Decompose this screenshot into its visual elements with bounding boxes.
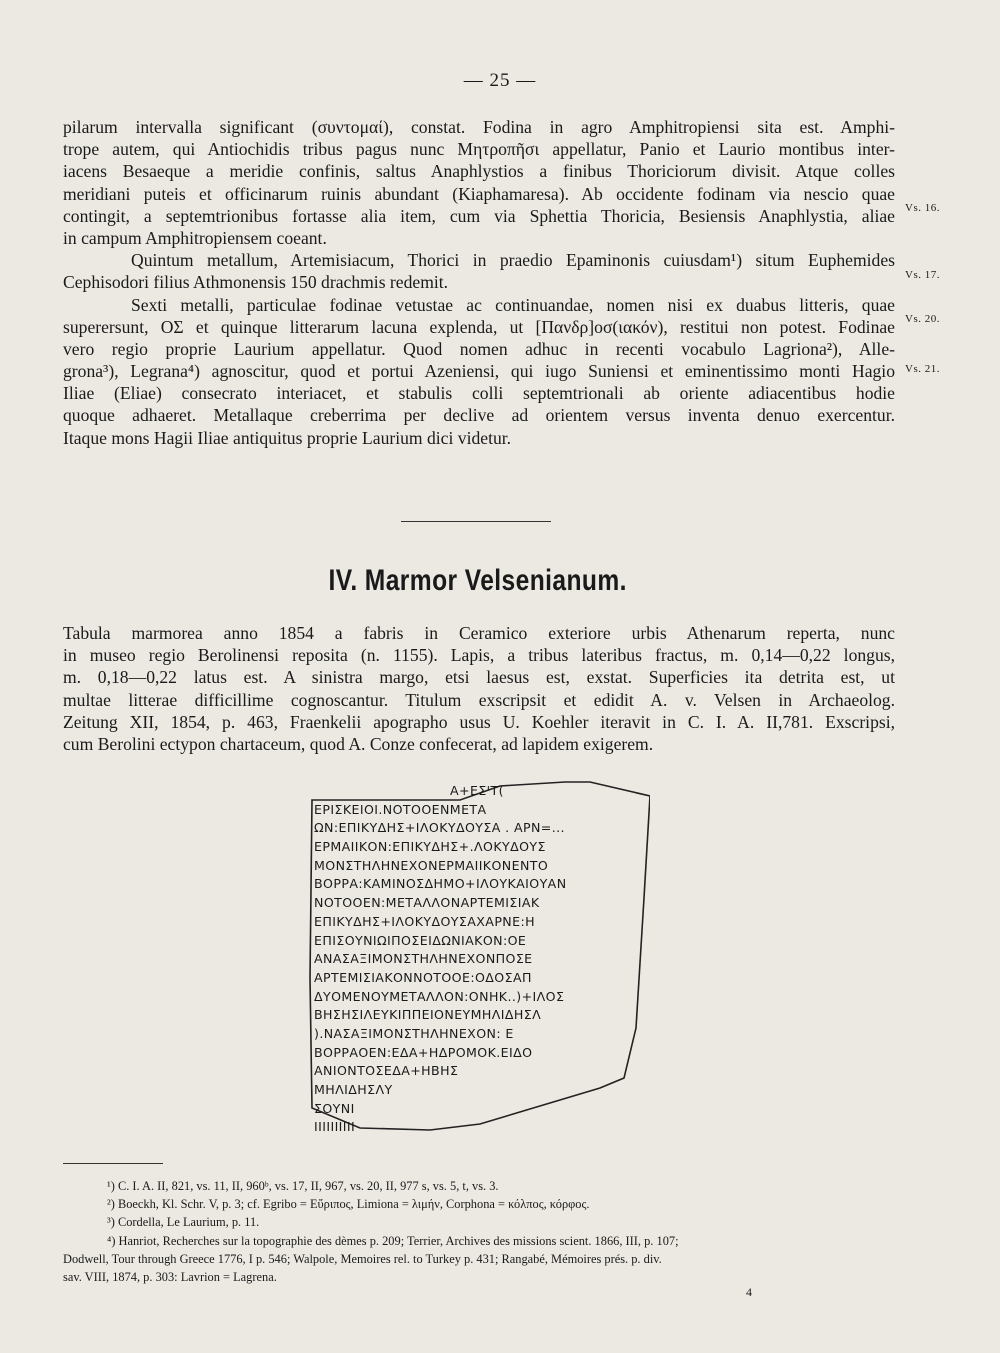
text-line: contingit, a septemtrionibus fortasse alia item, cum via Sphettia Thoricia, Besiensis Anaphlystia, aliae (63, 205, 895, 226)
inscription-line: ΝΟΤΟΟΕΝ:ΜΕΤΑΛΛΟΝΑΡΤΕΜΙΣΙΑΚ (314, 895, 540, 911)
text-line: in museo regio Berolinensi reposita (n. 1155). Lapis, a tribus lateribus fractus, m. 0,14—0,22 longus, (63, 645, 895, 666)
footnote: ⁴) Hanriot, Recherches sur la topographie des dèmes p. 209; Terrier, Archives des missions scient. 1866, III, p. 107; (107, 1233, 679, 1248)
footnote: sav. VIII, 1874, p. 303: Lavrion = Lagrena. (63, 1270, 277, 1285)
footnote: ³) Cordella, Le Laurium, p. 11. (107, 1215, 260, 1230)
text-line: multae litterae difficillime cognoscantur. Titulum exscripsit et edidit A. v. Velsen in Archaeolog. (63, 689, 895, 710)
inscription-line: ΕΡΜΑΙΙΚΟΝ:ΕΠΙΚΥΔΗΣ+.ΛΟΚΥΔΟΥΣ (314, 839, 546, 855)
inscription-line: ΑΝΙΟΝΤΟΣΕΔΑ+ΗΒΗΣ (314, 1063, 459, 1079)
body-text (63, 116, 895, 449)
text-line: Quintum metallum, Artemisiacum, Thorici in praedio Epaminonis cuiusdam¹) situm Euphemides (131, 250, 895, 271)
section-body (63, 622, 895, 755)
text-line: in campum Amphitropiensem coeant. (63, 227, 327, 248)
inscription-line: ΩΝ:ΕΠΙΚΥΔΗΣ+ΙΛΟΚΥΔΟΥΣΑ . ΑΡΝ=... (314, 820, 565, 836)
inscription-line: ΑΡΤΕΜΙΣΙΑΚΟΝΝΟΤΟΟΕ:ΟΔΟΣΑΠ (314, 969, 532, 985)
inscription-line: ΔΥΟΜΕΝΟΥΜΕΤΑΛΛΟΝ:ΟΝΗΚ..)+ΙΛΟΣ (314, 988, 565, 1004)
inscription-line: ΒΟΡΡΑ:ΚΑΜΙΝΟΣΔΗΜΟ+ΙΛΟΥΚΑΙΟΥΑΝ (314, 876, 567, 892)
inscription-line: ΒΗΣΗΣΙΛΕΥΚΙΠΠΕΙΟΝΕΥΜΗΛΙΔΗΣΛ (314, 1007, 542, 1023)
page-number: — 25 — (463, 70, 537, 91)
text-line: pilarum intervalla significant (συντομαί), constat. Fodina in agro Amphitropiensi sita est. Amphi- (63, 117, 895, 137)
margin-note: Vs. 16. (905, 202, 940, 214)
inscription-line: ΙΙΙΙΙΙΙΙΙΙ (314, 1119, 356, 1135)
footnote: ¹) C. I. A. II, 821, vs. 11, II, 960ᵇ, vs. 17, II, 967, vs. 20, II, 977 s, vs. 5, t, vs. 3. (107, 1179, 499, 1193)
text-line: vero regio proprie Laurium appellatur. Quod nomen adhuc in recenti vocabulo Lagriona²), Alle- (63, 338, 895, 359)
text-line: Tabula marmorea anno 1854 a fabris in Ceramico exteriore urbis Athenarum reperta, nunc (63, 623, 895, 643)
inscription-line: ΑΝΑΣΑΞΙΜΟΝΣΤΗΛΗΝΕΧΟΝΠΟΣΕ (314, 951, 533, 967)
inscription-line: ΣΟΥΝΙ (314, 1100, 355, 1116)
margin-note: Vs. 20. (905, 313, 940, 325)
inscription-line: ΒΟΡΡΑΟΕΝ:ΕΔΑ+ΗΔΡΟΜΟΚ.ΕΙΔΟ (314, 1044, 533, 1060)
inscription-line: Α+ΕΣ'Τ( (450, 783, 504, 798)
footnote-rule (63, 1163, 163, 1164)
signature-mark: 4 (746, 1285, 752, 1299)
text-line: Iliae (Eliae) consecrato interiacet, et stabulis colli septemtrionali ab oriente adiacentibus hodie (63, 383, 895, 404)
inscription-line: ).ΝΑΣΑΞΙΜΟΝΣΤΗΛΗΝΕΧΟΝ: Ε (314, 1025, 514, 1041)
text-line: iacens Besaeque a meridie confinis, saltus Anaphlystios a finibus Thoriciorum divisit. Atque colles (63, 161, 895, 182)
text-line: Zeitung XII, 1854, p. 463, Fraenkelii apographo usus U. Koehler iteravit in C. I. A. II,781. Exscripsi, (63, 711, 895, 732)
text-line: trope autem, qui Antiochidis tribus pagus nunc Μητροπῆσι appellatur, Panio et Laurio montibus inter- (63, 139, 895, 160)
inscription-figure (300, 778, 650, 1138)
inscription-text (314, 782, 567, 1137)
inscription-line: ΜΟΝΣΤΗΛΗΝΕΧΟΝΕΡΜΑΙΙΚΟΝΕΝΤΟ (314, 857, 549, 873)
text-line: Itaque mons Hagii Iliae antiquitus proprie Laurium dici videtur. (63, 427, 512, 448)
footnotes (63, 1177, 895, 1286)
section-divider (401, 521, 551, 522)
text-line: Cephisodori filius Athmonensis 150 drachmis redemit. (63, 272, 449, 293)
text-line: quoque adhaeret. Metallaque creberrima per declive ad orientem versus inventa denuo exercentur. (63, 405, 895, 426)
text-line: grona³), Legrana⁴) agnoscitur, quod et portui Azeniensi, qui iugo Suniensi et eminentissimo monti Hagio (63, 361, 895, 382)
text-line: superersunt, ΟΣ et quinque litterarum lacuna explenda, ut [Πανδρ]οσ(ιακόν), restitui non potest. Fodinae (63, 316, 895, 337)
footnote: ²) Boeckh, Kl. Schr. V, p. 3; cf. Egribo = Εὔριπος, Limiona = λιμήν, Corphona = κόλπος, κόρφος. (107, 1197, 590, 1212)
inscription-line: ΕΡΙΣΚΕΙΟΙ.ΝΟΤΟΟΕΝΜΕΤΑ (314, 801, 487, 817)
text-line: m. 0,18—0,22 latus est. A sinistra margo, etsi laesus est, exstat. Superficies ita detrita est, ut (63, 667, 895, 688)
text-line: Sexti metalli, particulae fodinae vetustae ac continuandae, nomen nisi ex duabus litteris, quae (131, 294, 895, 315)
inscription-line: ΕΠΙΚΥΔΗΣ+ΙΛΟΚΥΔΟΥΣΑΧΑΡΝΕ:Η (314, 913, 536, 929)
text-line: cum Berolini ectypon chartaceum, quod A. Conze confecerat, ad lapidem exigerem. (63, 733, 654, 754)
margin-note: Vs. 17. (905, 269, 940, 281)
margin-note: Vs. 21. (905, 363, 940, 375)
section-title: IV. Marmor Velsenianum. (328, 564, 627, 597)
text-line: meridiani puteis et officinarum ruinis abundant (Kiaphamaresa). Ab occidente fodinam via nescio quae (63, 183, 895, 204)
footnote: Dodwell, Tour through Greece 1776, I p. 546; Walpole, Memoires rel. to Turkey p. 431; Rangabé, Mémoires prés. p. div. (63, 1251, 662, 1266)
inscription-line: ΜΗΛΙΔΗΣΛΥ (314, 1082, 393, 1097)
inscription-line: ΕΠΙΣΟΥΝΙΩΙΠΟΣΕΙΔΩΝΙΑΚΟΝ:ΟΕ (314, 932, 527, 948)
